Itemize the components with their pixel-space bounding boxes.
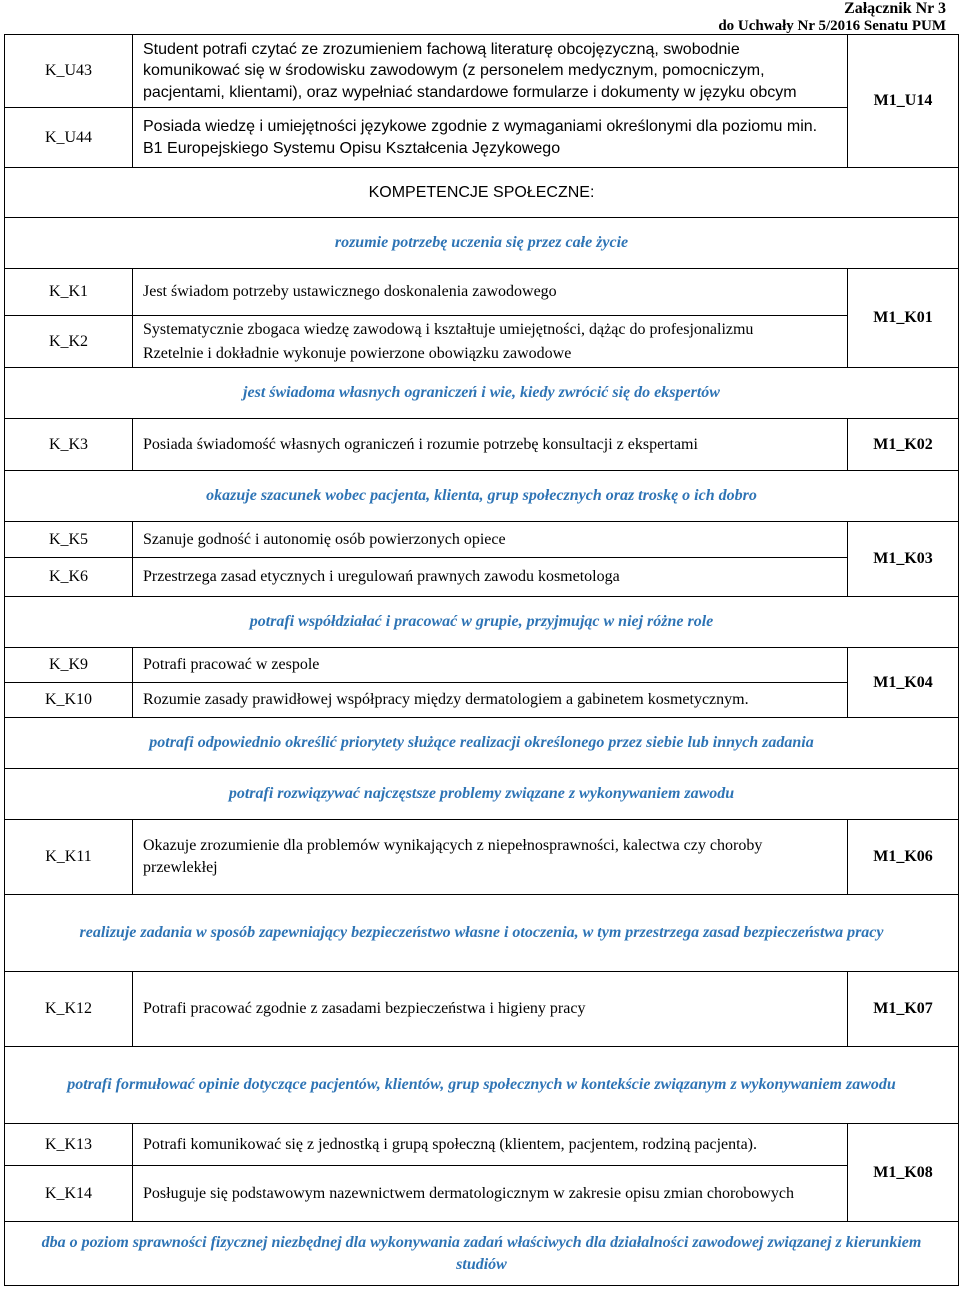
outcome-description: Posiada wiedzę i umiejętności językowe zgodnie z wymaganiami określonymi dla poziomu min. B1 Europejskiego Systemu Opisu Kształcenia Językowego [133,108,848,168]
reference-code: M1_K02 [848,419,959,471]
table-row [5,1124,959,1166]
table-row [5,972,959,1047]
group-heading: potrafi rozwiązywać najczęstsze problemy związane z wykonywaniem zawodu [5,769,959,820]
outcome-code: K_K10 [5,683,133,718]
outcome-code: K_K14 [5,1166,133,1222]
table-row [5,269,959,316]
group-heading-row [5,471,959,522]
table-row [5,820,959,895]
outcome-line: Rzetelnie i dokładnie wykonuje powierzone obowiązku zawodowe [143,344,572,362]
table-row [5,648,959,683]
group-heading-row [5,895,959,972]
outcome-code: K_K6 [5,558,133,597]
group-heading: realizuje zadania w sposób zapewniający bezpieczeństwo własne i otoczenia, w tym przestrzega zasad bezpieczeństwa pracy [5,895,959,972]
outcome-description: Jest świadom potrzeby ustawicznego doskonalenia zawodowego [133,269,848,316]
table-row [5,108,959,168]
outcome-description: Rozumie zasady prawidłowej współpracy między dermatologiem a gabinetem kosmetycznym. [133,683,848,718]
table-row [5,419,959,471]
outcome-code: K_K2 [5,316,133,368]
reference-code: M1_K03 [848,522,959,597]
reference-code: M1_K06 [848,820,959,895]
group-heading-row [5,597,959,648]
group-heading: potrafi odpowiednio określić priorytety służące realizacji określonego przez siebie lub innych zadania [5,718,959,769]
group-heading: dba o poziom sprawności fizycznej niezbędnej dla wykonywania zadań właściwych dla działalności zawodowej związanej z kierunkiem studiów [5,1222,959,1286]
outcome-description: Potrafi komunikować się z jednostką i grupą społeczną (klientem, pacjentem, rodziną pacjenta). [133,1124,848,1166]
group-heading: potrafi formułować opinie dotyczące pacjentów, klientów, grup społecznych w kontekście związanym z wykonywaniem zawodu [5,1047,959,1124]
outcome-description: Okazuje zrozumienie dla problemów wynikających z niepełnosprawności, kalectwa czy choroby przewlekłej [133,820,848,895]
reference-code: M1_U14 [848,35,959,168]
group-heading: rozumie potrzebę uczenia się przez całe życie [5,218,959,269]
outcome-description: Przestrzega zasad etycznych i uregulowań prawnych zawodu kosmetologa [133,558,848,597]
outcome-description: Szanuje godność i autonomię osób powierzonych opiece [133,522,848,558]
reference-code: M1_K07 [848,972,959,1047]
table-row [5,1166,959,1222]
group-heading: potrafi współdziałać i pracować w grupie, przyjmując w niej różne role [5,597,959,648]
group-heading-row [5,218,959,269]
attachment-number: Załącznik Nr 3 [844,0,946,17]
outcome-code: K_K12 [5,972,133,1047]
outcome-description: Student potrafi czytać ze zrozumieniem fachową literaturę obcojęzyczną, swobodnie komunikować się w środowisku zawodowym (z personelem medycznym, pomocniczym, pacjentami, klientami), oraz wypełniać standardowe formularze i dokumenty w języku obcym [133,35,848,108]
outcome-description: Posiada świadomość własnych ograniczeń i rozumie potrzebę konsultacji z ekspertami [133,419,848,471]
reference-code: M1_K04 [848,648,959,718]
resolution-reference: do Uchwały Nr 5/2016 Senatu PUM [718,18,946,34]
table-row [5,35,959,108]
outcome-code: K_K1 [5,269,133,316]
outcome-code: K_K3 [5,419,133,471]
group-heading-row [5,1047,959,1124]
outcome-code: K_U44 [5,108,133,168]
group-heading: jest świadoma własnych ograniczeń i wie, kiedy zwrócić się do ekspertów [5,368,959,419]
outcome-description: Potrafi pracować zgodnie z zasadami bezpieczeństwa i higieny pracy [133,972,848,1047]
reference-code: M1_K08 [848,1124,959,1222]
group-heading-row [5,1222,959,1286]
outcome-line: Systematycznie zbogaca wiedzę zawodową i kształtuje umiejętności, dążąc do profesjonalizmu [143,320,754,338]
group-heading-row [5,769,959,820]
reference-code: M1_K01 [848,269,959,368]
table-row [5,683,959,718]
group-heading: okazuje szacunek wobec pacjenta, klienta, grup społecznych oraz troskę o ich dobro [5,471,959,522]
outcome-description [133,316,848,368]
outcome-code: K_U43 [5,35,133,108]
outcome-code: K_K11 [5,820,133,895]
group-heading-row [5,718,959,769]
table-row [5,558,959,597]
outcome-code: K_K13 [5,1124,133,1166]
outcome-code: K_K5 [5,522,133,558]
section-title: KOMPETENCJE SPOŁECZNE: [5,168,959,218]
outcome-description: Posługuje się podstawowym nazewnictwem dermatologicznym w zakresie opisu zmian chorobowych [133,1166,848,1222]
section-row [5,168,959,218]
outcome-description: Potrafi pracować w zespole [133,648,848,683]
table-row [5,522,959,558]
outcome-code: K_K9 [5,648,133,683]
group-heading-row [5,368,959,419]
table-row [5,316,959,368]
learning-outcomes-table [4,34,959,1286]
